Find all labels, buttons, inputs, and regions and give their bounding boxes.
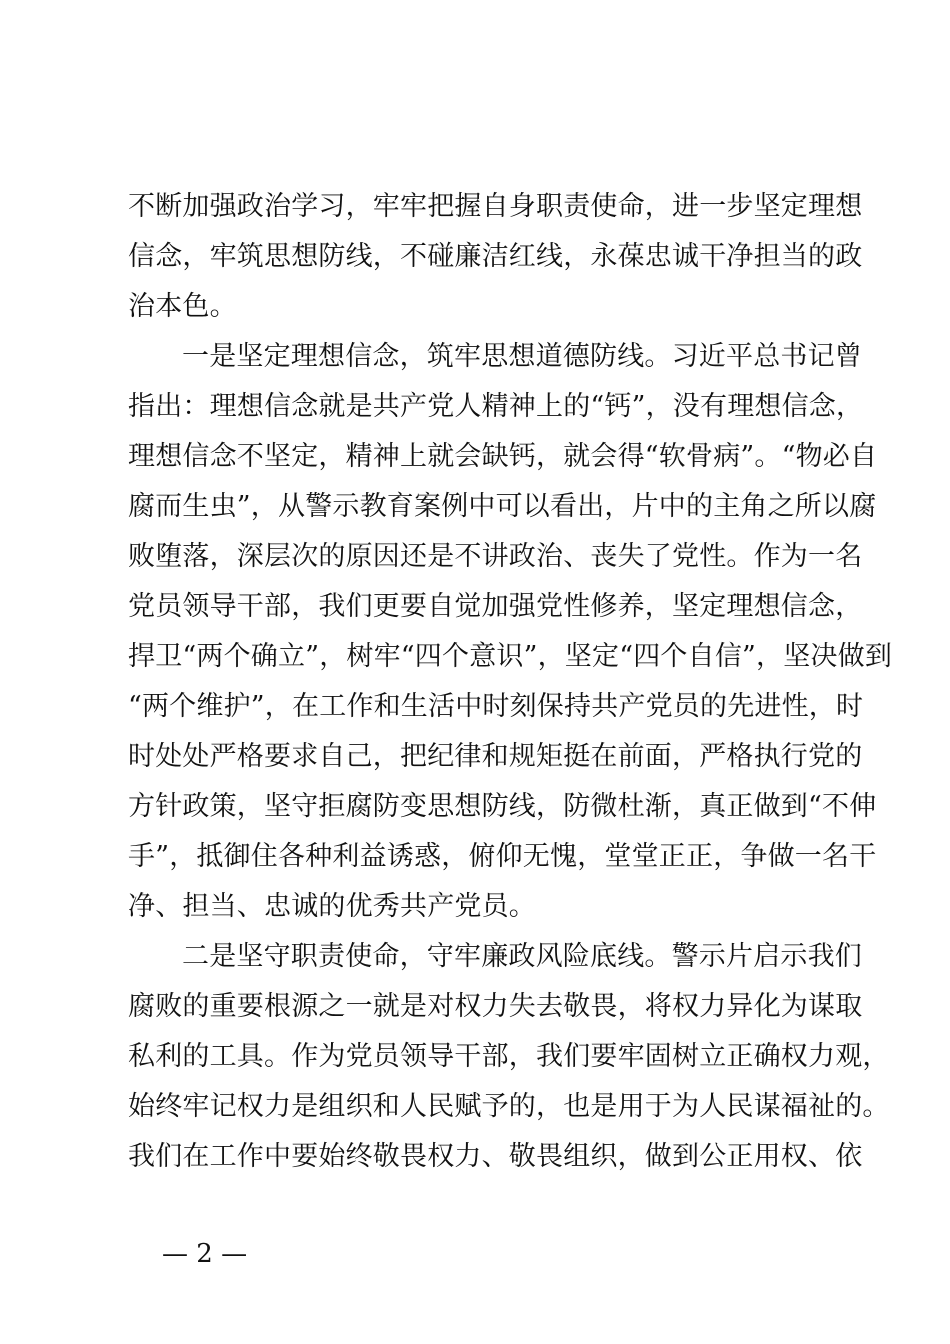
text-line: “两个维护”，在工作和生活中时刻保持共产党员的先进性，时	[128, 691, 864, 722]
paragraph-start-line: 二是坚守职责使命，守牢廉政风险底线。警示片启示我们	[182, 941, 862, 972]
text-line: 败堕落，深层次的原因还是不讲政治、丧失了党性。作为一名	[128, 541, 863, 572]
body-text	[128, 182, 893, 1182]
paragraph-start-line: 一是坚定理想信念，筑牢思想道德防线。习近平总书记曾	[182, 341, 862, 372]
text-line: 始终牢记权力是组织和人民赋予的，也是用于为人民谋福祉的。	[128, 1091, 890, 1122]
text-line: 手”，抵御住各种利益诱惑，俯仰无愧，堂堂正正，争做一名干	[128, 841, 877, 872]
text-line: 信念，牢筑思想防线，不碰廉洁红线，永葆忠诚干净担当的政	[128, 241, 863, 272]
text-line: 党员领导干部，我们更要自觉加强党性修养，坚定理想信念，	[128, 591, 863, 622]
page-number: — 2 —	[162, 1239, 248, 1269]
text-line: 指出：理想信念就是共产党人精神上的“钙”，没有理想信念，	[128, 391, 864, 422]
text-line: 净、担当、忠诚的优秀共产党员。	[128, 891, 536, 922]
text-line: 腐而生虫”，从警示教育案例中可以看出，片中的主角之所以腐	[128, 491, 877, 522]
text-line: 捍卫“两个确立”，树牢“四个意识”，坚定“四个自信”，坚决做到	[128, 641, 893, 672]
text-line: 腐败的重要根源之一就是对权力失去敬畏，将权力异化为谋取	[128, 991, 863, 1022]
text-line: 不断加强政治学习，牢牢把握自身职责使命，进一步坚定理想	[128, 191, 863, 222]
text-line: 时处处严格要求自己，把纪律和规矩挺在前面，严格执行党的	[128, 741, 863, 772]
text-line: 我们在工作中要始终敬畏权力、敬畏组织，做到公正用权、依	[128, 1141, 863, 1172]
text-line: 私利的工具。作为党员领导干部，我们要牢固树立正确权力观，	[128, 1041, 890, 1072]
text-line: 治本色。	[128, 291, 237, 322]
text-line: 方针政策，坚守拒腐防变思想防线，防微杜渐，真正做到“不伸	[128, 791, 877, 822]
text-line: 理想信念不坚定，精神上就会缺钙，就会得“软骨病”。“物必自	[128, 441, 878, 472]
